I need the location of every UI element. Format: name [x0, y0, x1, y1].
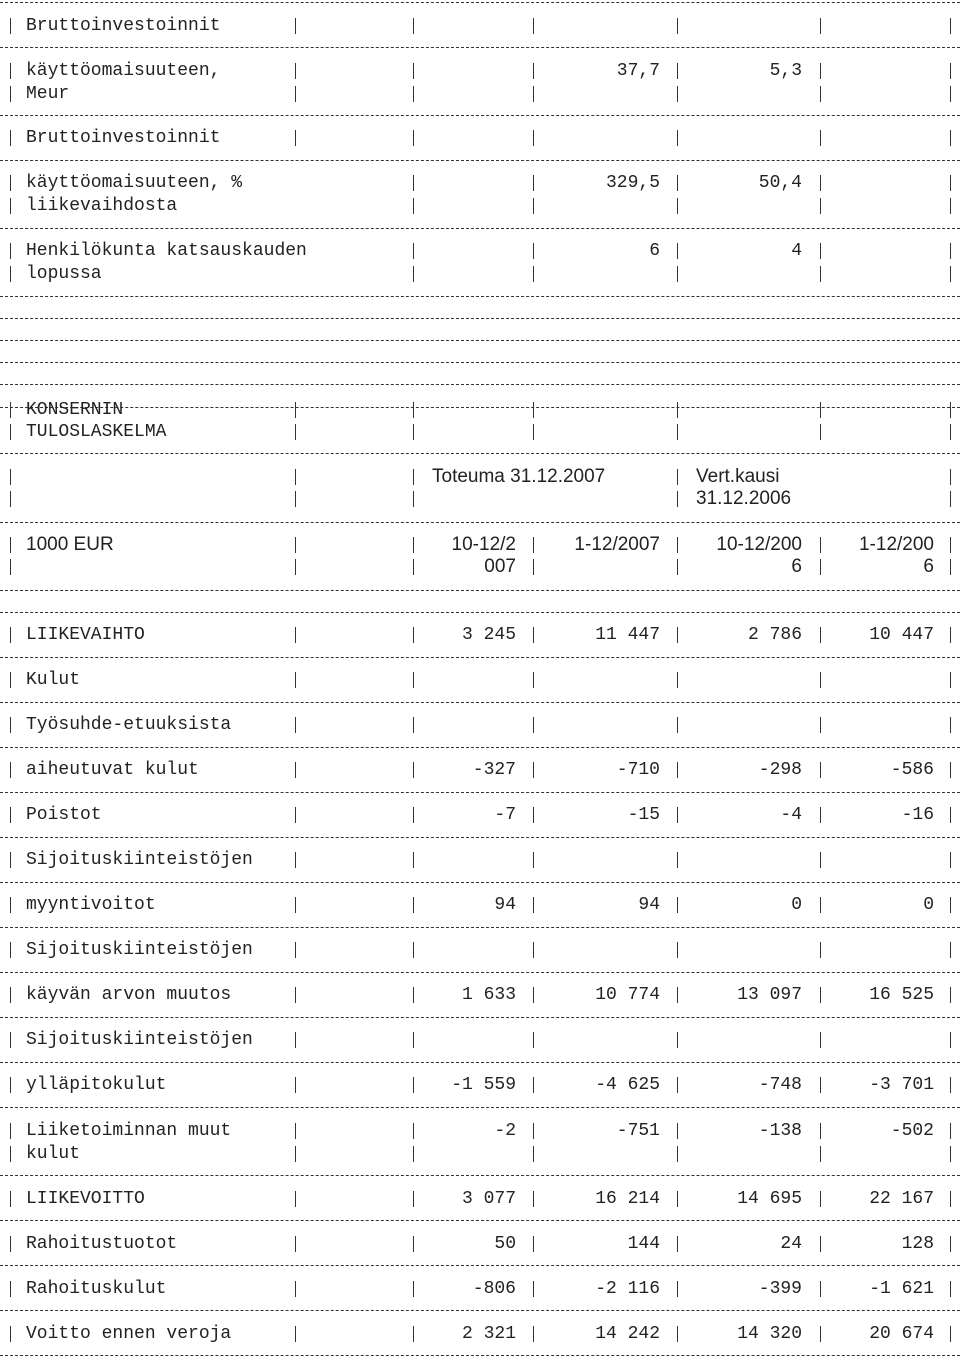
cell-value: 37,7 [616, 61, 660, 81]
column-bar [820, 198, 821, 214]
column-bar [413, 130, 414, 146]
cell-text: aiheutuvat kulut [26, 760, 199, 780]
column-bar [10, 897, 11, 913]
column-bar [950, 402, 951, 418]
column-bar [10, 402, 11, 418]
cell-value: 11 447 [595, 625, 660, 645]
cell-value: 1-12/200 [858, 534, 934, 555]
rule-line [0, 2, 960, 3]
column-bar [820, 243, 821, 259]
column-bar [295, 18, 296, 34]
cell-value: 14 320 [737, 1324, 802, 1344]
cell-value: 329,5 [605, 173, 660, 193]
column-bar [295, 469, 296, 485]
column-bar [533, 1146, 534, 1162]
column-bar [295, 1236, 296, 1252]
cell-value: -2 116 [595, 1279, 660, 1299]
column-bar [10, 63, 11, 79]
column-bar [413, 18, 414, 34]
column-bar [10, 852, 11, 868]
column-bar [820, 266, 821, 282]
column-bar [10, 243, 11, 259]
cell-value: 10-12/2 [451, 534, 516, 555]
column-bar [295, 86, 296, 102]
column-bar [413, 424, 414, 440]
cell-text: käyvän arvon muutos [26, 985, 232, 1005]
column-bar [295, 1191, 296, 1207]
column-bar [950, 717, 951, 733]
rule-line [0, 837, 960, 838]
cell-value [734, 669, 934, 691]
column-bar [10, 469, 11, 485]
cell-value: 94 [494, 895, 516, 915]
cell-value: 10 447 [869, 625, 934, 645]
cell-text: Sijoituskiinteistöjen [26, 1030, 253, 1050]
column-bar [677, 198, 678, 214]
column-bar [820, 63, 821, 79]
column-bar [295, 942, 296, 958]
cell-value: 14 695 [737, 1189, 802, 1209]
column-bar [533, 266, 534, 282]
column-bar [950, 762, 951, 778]
column-bar [950, 987, 951, 1003]
rule-line [0, 702, 960, 703]
cell-value: -1 621 [869, 1279, 934, 1299]
cell-value: 14 242 [595, 1324, 660, 1344]
column-bar [10, 130, 11, 146]
rule-line [0, 972, 960, 973]
rule-line [0, 792, 960, 793]
rule-line [0, 340, 960, 341]
column-bar [10, 86, 11, 102]
cell-text: myyntivoitot [26, 895, 156, 915]
cell-text: Sijoituskiinteistöjen [26, 850, 253, 870]
cell-value: 10-12/200 [716, 534, 802, 555]
cell-value: -16 [901, 805, 934, 825]
column-bar [10, 1236, 11, 1252]
column-bar [677, 86, 678, 102]
column-bar [295, 672, 296, 688]
column-bar [820, 402, 821, 418]
column-bar [413, 175, 414, 191]
column-bar [295, 1281, 296, 1297]
cell-value: 50 [494, 1234, 516, 1254]
cell-text: Sijoituskiinteistöjen [26, 940, 253, 960]
column-bar [533, 402, 534, 418]
cell-value: 13 097 [737, 985, 802, 1005]
column-bar [950, 424, 951, 440]
cell-value: -138 [758, 1121, 802, 1141]
rule-line [0, 1107, 960, 1108]
column-bar [533, 424, 534, 440]
column-bar [950, 130, 951, 146]
cell-value: -298 [758, 760, 802, 780]
cell-text: Kulut [26, 670, 81, 690]
cell-text: LIIKEVOITTO [26, 1189, 145, 1209]
cell-text: KONSERNIN [26, 400, 124, 420]
cell-text: Rahoituskulut [26, 1279, 167, 1299]
cell-text: käyttöomaisuuteen, % [26, 173, 243, 193]
cell-text: Rahoitustuotot [26, 1234, 178, 1254]
column-bar [677, 130, 678, 146]
column-bar [677, 266, 678, 282]
cell-value: -751 [616, 1121, 660, 1141]
column-bar [10, 1123, 11, 1139]
cell-value: 4 [791, 241, 802, 261]
column-bar [10, 559, 11, 575]
cell-text: LIIKEVAIHTO [26, 625, 145, 645]
column-bar [10, 424, 11, 440]
column-bar [10, 1146, 11, 1162]
cell-text: Henkilökunta katsauskauden [26, 241, 307, 261]
cell-value: -748 [758, 1075, 802, 1095]
column-bar [820, 86, 821, 102]
cell-value: 144 [627, 1234, 660, 1254]
column-bar [950, 1281, 951, 1297]
rule-line [0, 296, 960, 297]
column-bar [950, 627, 951, 643]
cell-value: 20 674 [869, 1324, 934, 1344]
cell-value: 3 077 [461, 1189, 516, 1209]
cell-value: -4 625 [595, 1075, 660, 1095]
rule-line [0, 1062, 960, 1063]
cell-value: 6 [649, 241, 660, 261]
cell-value: -2 [494, 1121, 516, 1141]
column-bar [820, 18, 821, 34]
cell-text: Meur [26, 84, 70, 104]
column-bar [10, 18, 11, 34]
column-bar [950, 559, 951, 575]
column-bar [950, 1123, 951, 1139]
column-bar [10, 198, 11, 214]
column-bar [413, 402, 414, 418]
column-bar [10, 1281, 11, 1297]
cell-value: -15 [627, 805, 660, 825]
column-bar [295, 762, 296, 778]
column-bar [413, 198, 414, 214]
column-bar [950, 491, 951, 507]
column-bar [295, 130, 296, 146]
cell-value [734, 1029, 934, 1051]
column-bar [820, 424, 821, 440]
column-bar [950, 1191, 951, 1207]
column-bar [10, 537, 11, 553]
column-bar [295, 717, 296, 733]
column-bar [10, 807, 11, 823]
cell-text: 31.12.2006 [696, 488, 792, 509]
cell-value: 6 [791, 556, 802, 577]
cell-value: 16 214 [595, 1189, 660, 1209]
cell-text: kulut [26, 1144, 81, 1164]
cell-text: liikevaihdosta [26, 196, 178, 216]
column-bar [413, 63, 414, 79]
column-bar [677, 18, 678, 34]
column-bar [950, 1077, 951, 1093]
cell-value: -586 [890, 760, 934, 780]
column-bar [413, 469, 414, 485]
column-bar [950, 672, 951, 688]
column-bar [295, 63, 296, 79]
rule-line [0, 522, 960, 523]
column-bar [950, 942, 951, 958]
column-bar [820, 175, 821, 191]
cell-text: Bruttoinvestoinnit [26, 128, 221, 148]
cell-text: 1000 EUR [26, 534, 114, 555]
cell-value: -4 [780, 805, 802, 825]
column-bar [413, 86, 414, 102]
column-bar [677, 424, 678, 440]
rule-line [0, 115, 960, 116]
rule-line [0, 590, 960, 591]
column-bar [295, 627, 296, 643]
cell-value: 10 774 [595, 985, 660, 1005]
rule-line [0, 612, 960, 613]
column-bar [950, 86, 951, 102]
column-bar [950, 1032, 951, 1048]
column-bar [950, 1146, 951, 1162]
column-bar [10, 942, 11, 958]
column-bar [295, 1077, 296, 1093]
column-bar [413, 266, 414, 282]
column-bar [295, 1146, 296, 1162]
cell-value [734, 939, 934, 961]
column-bar [10, 717, 11, 733]
rule-line [0, 927, 960, 928]
column-bar [10, 1032, 11, 1048]
column-bar [10, 762, 11, 778]
rule-line [0, 1310, 960, 1311]
column-bar [677, 491, 678, 507]
column-bar [533, 18, 534, 34]
rule-line [0, 362, 960, 363]
rule-line [0, 160, 960, 161]
column-bar [10, 175, 11, 191]
column-bar [10, 1191, 11, 1207]
rule-line [0, 657, 960, 658]
cell-value: -7 [494, 805, 516, 825]
rule-line [0, 1265, 960, 1266]
column-bar [677, 1146, 678, 1162]
rule-line [0, 1220, 960, 1221]
column-bar [10, 1326, 11, 1342]
column-bar [533, 198, 534, 214]
column-bar [295, 1326, 296, 1342]
rule-line [0, 318, 960, 319]
column-bar [295, 897, 296, 913]
column-bar [295, 1032, 296, 1048]
cell-text: TULOSLASKELMA [26, 422, 167, 442]
column-bar [295, 1123, 296, 1139]
cell-value: -327 [472, 760, 516, 780]
rule-line [0, 882, 960, 883]
cell-value: 3 245 [461, 625, 516, 645]
column-bar [295, 807, 296, 823]
column-bar [295, 424, 296, 440]
cell-text: Poistot [26, 805, 102, 825]
cell-text: Liiketoiminnan muut [26, 1121, 232, 1141]
column-bar [950, 18, 951, 34]
cell-value: 0 [791, 895, 802, 915]
cell-value [734, 714, 934, 736]
cell-value: 6 [923, 556, 934, 577]
column-bar [950, 807, 951, 823]
cell-text: Bruttoinvestoinnit [26, 16, 221, 36]
cell-text: ylläpitokulut [26, 1075, 167, 1095]
column-bar [950, 537, 951, 553]
column-bar [950, 1326, 951, 1342]
cell-value: 22 167 [869, 1189, 934, 1209]
cell-value: 1-12/2007 [574, 534, 660, 555]
cell-value: -1 559 [451, 1075, 516, 1095]
column-bar [10, 627, 11, 643]
cell-value: 16 525 [869, 985, 934, 1005]
cell-value: 0 [923, 895, 934, 915]
column-bar [950, 175, 951, 191]
column-bar [295, 852, 296, 868]
column-bar [295, 491, 296, 507]
cell-text: Vert.kausi [696, 466, 780, 487]
column-bar [950, 897, 951, 913]
cell-value: -710 [616, 760, 660, 780]
column-bar [10, 1077, 11, 1093]
cell-text: Voitto ennen veroja [26, 1324, 232, 1344]
rule-line [0, 1355, 960, 1356]
rule-line [0, 747, 960, 748]
rule-line [0, 1175, 960, 1176]
cell-text: käyttöomaisuuteen, [26, 61, 221, 81]
column-bar [950, 243, 951, 259]
cell-text: Toteuma 31.12.2007 [432, 466, 606, 487]
column-bar [10, 266, 11, 282]
column-bar [950, 469, 951, 485]
column-bar [413, 491, 414, 507]
column-bar [533, 130, 534, 146]
cell-value [734, 849, 934, 871]
cell-value: -399 [758, 1279, 802, 1299]
rule-line [0, 228, 960, 229]
cell-value: 94 [638, 895, 660, 915]
column-bar [950, 198, 951, 214]
cell-value: 007 [484, 556, 516, 577]
column-bar [10, 672, 11, 688]
rule-line [0, 47, 960, 48]
column-bar [820, 1146, 821, 1162]
cell-value: -3 701 [869, 1075, 934, 1095]
column-bar [950, 1236, 951, 1252]
column-bar [677, 469, 678, 485]
cell-value: 128 [901, 1234, 934, 1254]
column-bar [413, 1146, 414, 1162]
column-bar [820, 130, 821, 146]
column-bar [677, 402, 678, 418]
rule-line [0, 1017, 960, 1018]
cell-value: 24 [780, 1234, 802, 1254]
cell-value: -502 [890, 1121, 934, 1141]
cell-value: 1 633 [461, 985, 516, 1005]
column-bar [950, 266, 951, 282]
column-bar [295, 559, 296, 575]
column-bar [295, 402, 296, 418]
cell-value: 5,3 [769, 61, 802, 81]
cell-value: 50,4 [758, 173, 802, 193]
rule-line [0, 407, 960, 408]
cell-text: Työsuhde-etuuksista [26, 715, 232, 735]
cell-value: -806 [472, 1279, 516, 1299]
rule-line [0, 453, 960, 454]
column-bar [950, 63, 951, 79]
cell-text: lopussa [26, 264, 102, 284]
cell-value: 2 321 [461, 1324, 516, 1344]
column-bar [295, 987, 296, 1003]
column-bar [10, 987, 11, 1003]
column-bar [950, 852, 951, 868]
cell-value: 2 786 [747, 625, 802, 645]
column-bar [295, 537, 296, 553]
rule-line [0, 384, 960, 385]
column-bar [413, 243, 414, 259]
column-bar [10, 491, 11, 507]
column-bar [533, 86, 534, 102]
